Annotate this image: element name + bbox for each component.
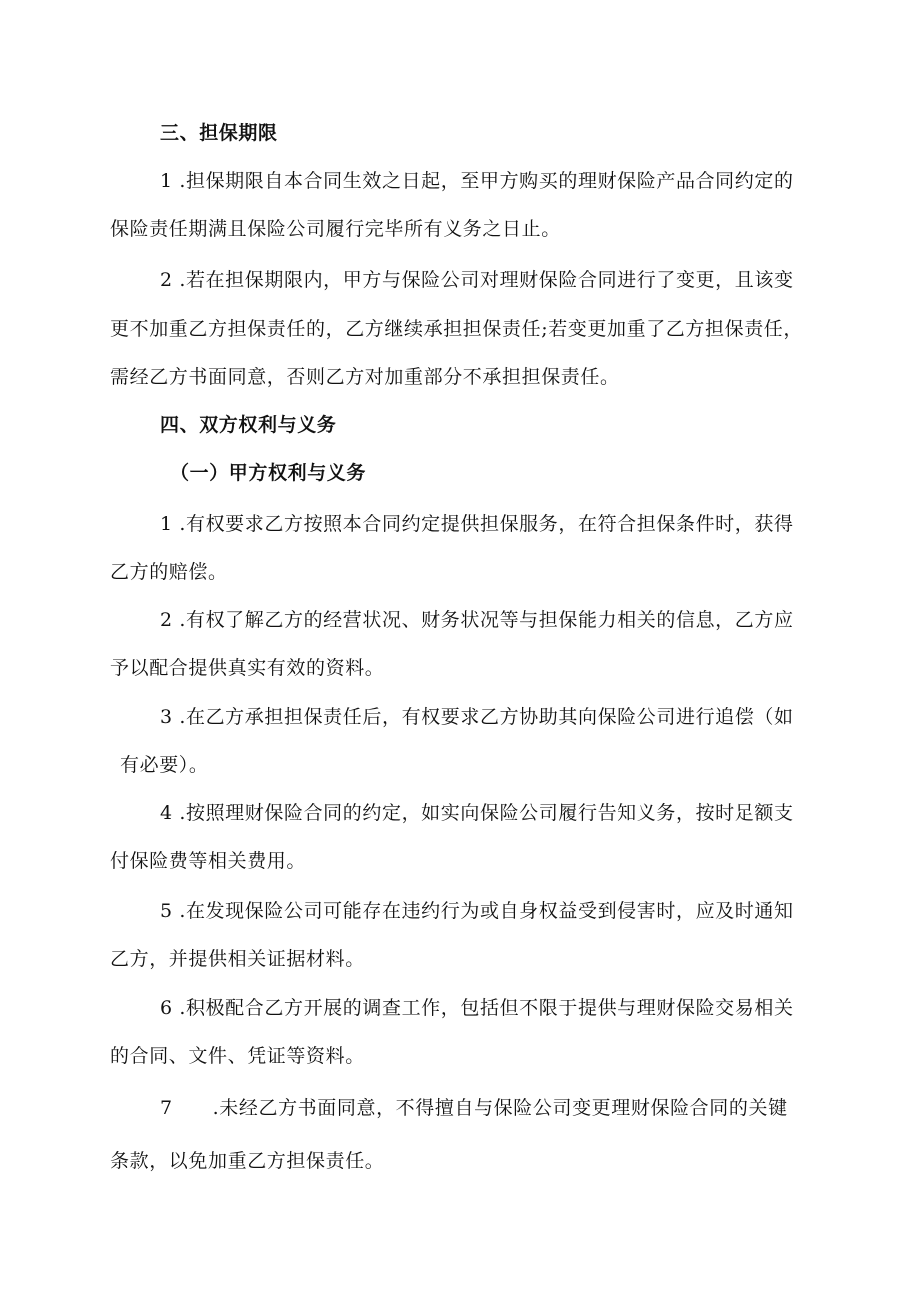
item-number: 1 xyxy=(160,170,173,192)
list-item xyxy=(160,511,794,537)
item-text: .有权要求乙方按照本合同约定提供担保服务，在符合担保条件时，获得 xyxy=(179,513,794,535)
item-number: 1 xyxy=(160,513,173,535)
item-number: 7 xyxy=(160,1097,173,1119)
list-item-continuation: 有必要）。 xyxy=(120,754,209,776)
item-text: .在乙方承担担保责任后，有权要求乙方协助其向保险公司进行追偿（如 xyxy=(179,706,794,728)
item-number: 5 xyxy=(160,900,173,922)
paragraph-text: .担保期限自本合同生效之日起，至甲方购买的理财保险产品合同约定的 xyxy=(179,170,794,192)
item-number: 6 xyxy=(160,997,173,1019)
list-item xyxy=(160,898,794,924)
list-item-continuation: 乙方的赔偿。 xyxy=(110,561,228,583)
item-number: 4 xyxy=(160,802,173,824)
item-text: .按照理财保险合同的约定，如实向保险公司履行告知义务，按时足额支 xyxy=(179,802,794,824)
paragraph-line: 保险责任期满且保险公司履行完毕所有义务之日止。 xyxy=(110,218,561,240)
paragraph-line: 更不加重乙方担保责任的，乙方继续承担担保责任;若变更加重了乙方担保责任， xyxy=(110,318,804,340)
list-item xyxy=(160,1095,788,1121)
paragraph-line: 需经乙方书面同意，否则乙方对加重部分不承担担保责任。 xyxy=(110,366,620,388)
list-item-continuation: 条款，以免加重乙方担保责任。 xyxy=(110,1150,385,1172)
subsection-heading: （一）甲方权利与义务 xyxy=(170,462,367,484)
item-number: 3 xyxy=(160,706,173,728)
list-item xyxy=(160,800,794,826)
paragraph-line xyxy=(160,168,794,194)
section-heading-4: 四、双方权利与义务 xyxy=(160,414,337,436)
item-text: .在发现保险公司可能存在违约行为或自身权益受到侵害时，应及时通知 xyxy=(179,900,794,922)
list-item-continuation: 付保险费等相关费用。 xyxy=(110,850,307,872)
paragraph-text: .若在担保期限内，甲方与保险公司对理财保险合同进行了变更，且该变 xyxy=(179,269,794,291)
list-item xyxy=(160,704,794,730)
list-item xyxy=(160,995,794,1021)
list-item-continuation: 的合同、文件、凭证等资料。 xyxy=(110,1045,365,1067)
item-number: 2 xyxy=(160,609,173,631)
section-heading-3: 三、担保期限 xyxy=(160,122,278,144)
list-item-continuation: 乙方，并提供相关证据材料。 xyxy=(110,948,365,970)
paragraph-line xyxy=(160,267,794,293)
item-number: 2 xyxy=(160,269,173,291)
item-text: .有权了解乙方的经营状况、财务状况等与担保能力相关的信息，乙方应 xyxy=(179,609,794,631)
list-item-continuation: 予以配合提供真实有效的资料。 xyxy=(110,657,385,679)
item-text: .积极配合乙方开展的调查工作，包括但不限于提供与理财保险交易相关 xyxy=(179,997,794,1019)
item-text: .未经乙方书面同意，不得擅自与保险公司变更理财保险合同的关键 xyxy=(212,1097,788,1119)
list-item xyxy=(160,607,794,633)
